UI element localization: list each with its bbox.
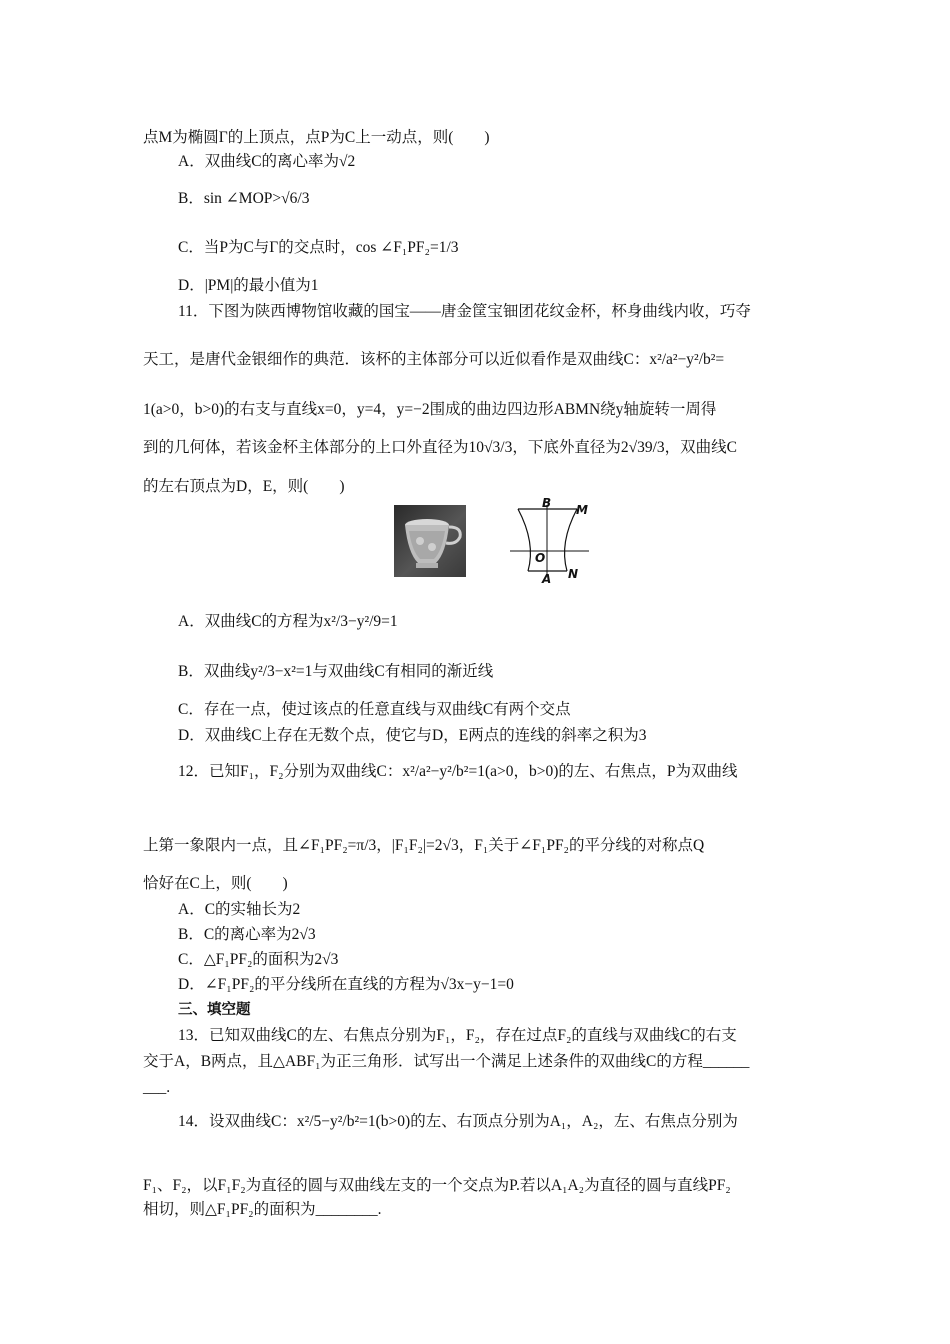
q12-option-a: A．C的实轴长为2 (178, 901, 301, 918)
q11-option-d: D．双曲线C上存在无数个点，使它与D，E两点的连线的斜率之积为3 (178, 727, 647, 744)
q14-line-3: 相切，则△F₁PF₂的面积为________. (143, 1201, 382, 1218)
q11-option-c: C．存在一点，使过该点的任意直线与双曲线C有两个交点 (178, 701, 571, 718)
q13-line-2: 交于A，B两点，且△ABF₁为正三角形．试写出一个满足上述条件的双曲线C的方程______ (143, 1053, 750, 1070)
q11-line-3: 1(a>0，b>0)的右支与直线x=0，y=4，y=−2围成的曲边四边形ABMN绕y轴旋转一周得 (143, 401, 717, 418)
cont-option-b: B．sin ∠MOP>√6/3 (178, 190, 310, 207)
label-N: N (568, 567, 579, 581)
label-B: B (542, 496, 552, 510)
q11-line-1: 11．下图为陕西博物馆收藏的国宝——唐金筐宝钿团花纹金杯，杯身曲线内收，巧夺 (178, 303, 751, 320)
cont-option-a: A．双曲线C的离心率为√2 (178, 153, 356, 170)
cont-option-c: C．当P为C与Γ的交点时，cos ∠F₁PF₂=1/3 (178, 239, 459, 256)
label-O: O (535, 551, 546, 565)
q11-line-4: 到的几何体，若该金杯主体部分的上口外直径为10√3/3，下底外直径为2√39/3，双曲线C (143, 439, 737, 456)
cont-option-d: D．|PM|的最小值为1 (178, 277, 319, 294)
q14-line-2: F₁、F₂，以F₁F₂为直径的圆与双曲线左支的一个交点为P.若以A₁A₂为直径的圆与直线PF₂ (143, 1177, 731, 1194)
section-title: 三、填空题 (178, 1002, 251, 1018)
q13-line-1: 13．已知双曲线C的左、右焦点分别为F₁，F₂，存在过点F₂的直线与双曲线C的右支 (178, 1027, 737, 1044)
q11-option-a: A．双曲线C的方程为x²/3−y²/9=1 (178, 613, 398, 630)
q12-line-3: 恰好在C上，则( ) (143, 875, 288, 892)
gold-cup-photo (394, 505, 466, 577)
q12-option-b: B．C的离心率为2√3 (178, 926, 316, 943)
q11-line-5: 的左右顶点为D，E，则( ) (143, 478, 345, 495)
q12-line-1: 12．已知F₁，F₂分别为双曲线C：x²/a²−y²/b²=1(a>0，b>0)的左、右焦点，P为双曲线 (178, 763, 738, 780)
label-M: M (576, 503, 588, 517)
q11-line-2: 天工，是唐代金银细作的典范．该杯的主体部分可以近似看作是双曲线C：x²/a²−y²/b²= (143, 351, 725, 368)
label-A: A (542, 572, 552, 586)
q12-option-c: C．△F₁PF₂的面积为2√3 (178, 951, 339, 968)
q11-option-b: B．双曲线y²/3−x²=1与双曲线C有相同的渐近线 (178, 663, 494, 680)
cont-stem: 点M为椭圆Γ的上顶点，点P为C上一动点，则( ) (143, 129, 490, 146)
q13-line-3: ___. (143, 1079, 171, 1096)
hyperbola-figure (505, 495, 600, 587)
cup-icon (394, 505, 466, 577)
q12-option-d: D．∠F₁PF₂的平分线所在直线的方程为√3x−y−1=0 (178, 976, 514, 993)
q12-line-2: 上第一象限内一点，且∠F₁PF₂=π/3，|F₁F₂|=2√3，F₁关于∠F₁PF₂的平分线的对称点Q (143, 837, 705, 854)
q14-line-1: 14．设双曲线C：x²/5−y²/b²=1(b>0)的左、右顶点分别为A₁，A₂，左、右焦点分别为 (178, 1113, 738, 1130)
